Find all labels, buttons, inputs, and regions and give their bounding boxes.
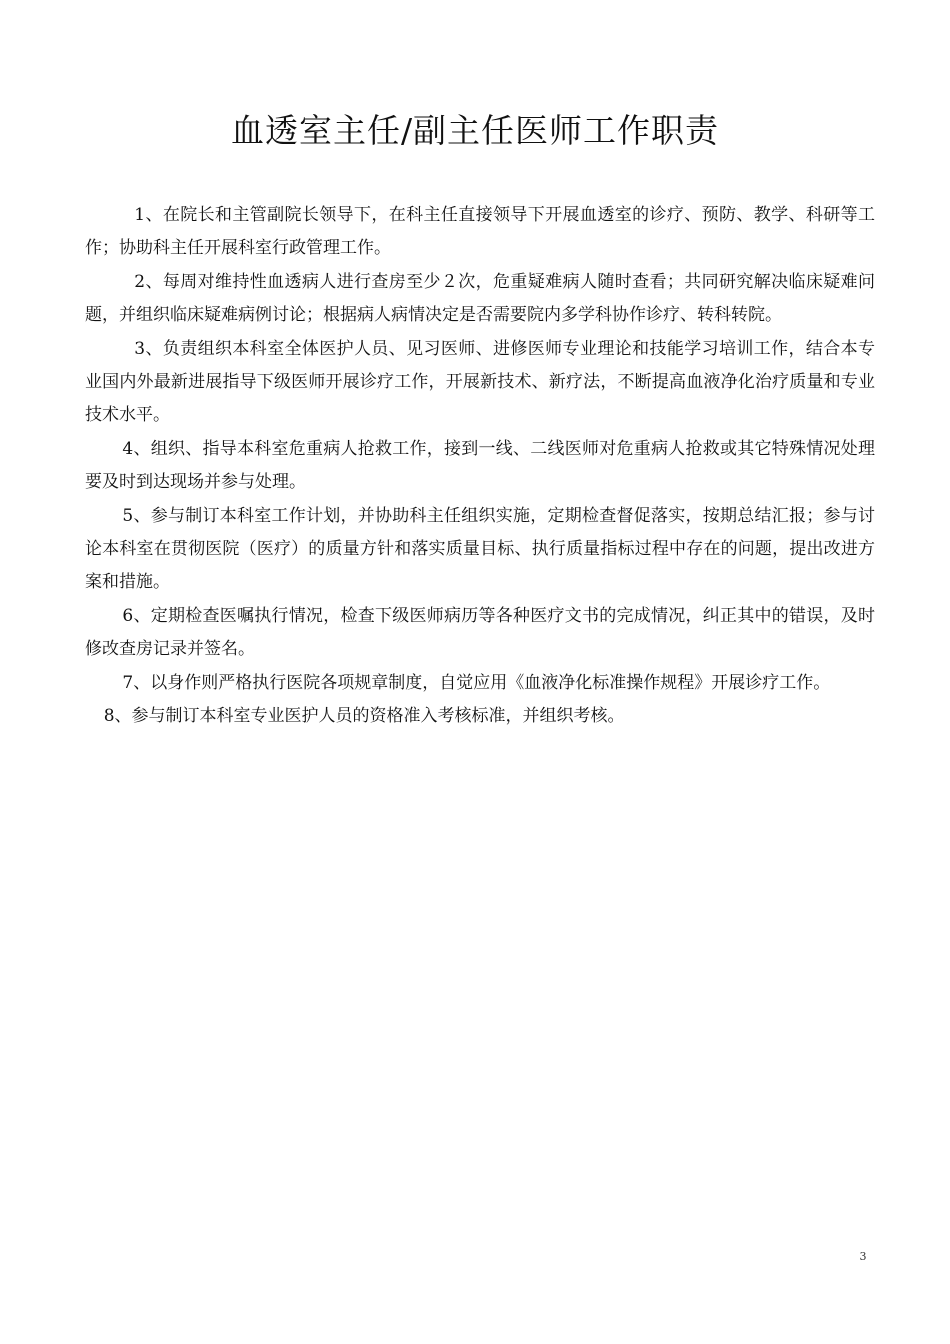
duty-item-8: 8、参与制订本科室专业医护人员的资格准入考核标准，并组织考核。 (103, 706, 625, 727)
duty-item-5: 5、参与制订本科室工作计划，并协助科主任组织实施，定期检查督促落实，按期总结汇报；参与讨论本科室在贯彻医院（医疗）的质量方针和落实质量目标、执行质量指标过程中存在的问题，提出改进方案和措施。 (85, 505, 875, 593)
page-number: 3 (859, 1250, 867, 1263)
duty-item-4: 4、组织、指导本科室危重病人抢救工作，接到一线、二线医师对危重病人抢救或其它特殊情况处理要及时到达现场并参与处理。 (85, 438, 875, 493)
duty-item-7: 7、以身作则严格执行医院各项规章制度，自觉应用《血液净化标准操作规程》开展诊疗工作。 (122, 672, 831, 693)
duty-item-2: 2、每周对维持性血透病人进行查房至少２次，危重疑难病人随时查看；共同研究解决临床疑难问题，并组织临床疑难病例讨论；根据病人病情决定是否需要院内多学科协作诊疗、转科转院。 (85, 271, 875, 326)
duty-item-1: 1、在院长和主管副院长领导下，在科主任直接领导下开展血透室的诊疗、预防、教学、科研等工作；协助科主任开展科室行政管理工作。 (85, 205, 875, 259)
document-title: 血透室主任/副主任医师工作职责 (230, 111, 720, 150)
duty-item-3: 3、负责组织本科室全体医护人员、见习医师、进修医师专业理论和技能学习培训工作，结合本专业国内外最新进展指导下级医师开展诊疗工作，开展新技术、新疗法，不断提高血液净化治疗质量和专业技术水平。 (85, 338, 875, 426)
document-body (85, 199, 875, 734)
duty-item-6: 6、定期检查医嘱执行情况，检查下级医师病历等各种医疗文书的完成情况，纠正其中的错误，及时修改查房记录并签名。 (85, 605, 875, 660)
